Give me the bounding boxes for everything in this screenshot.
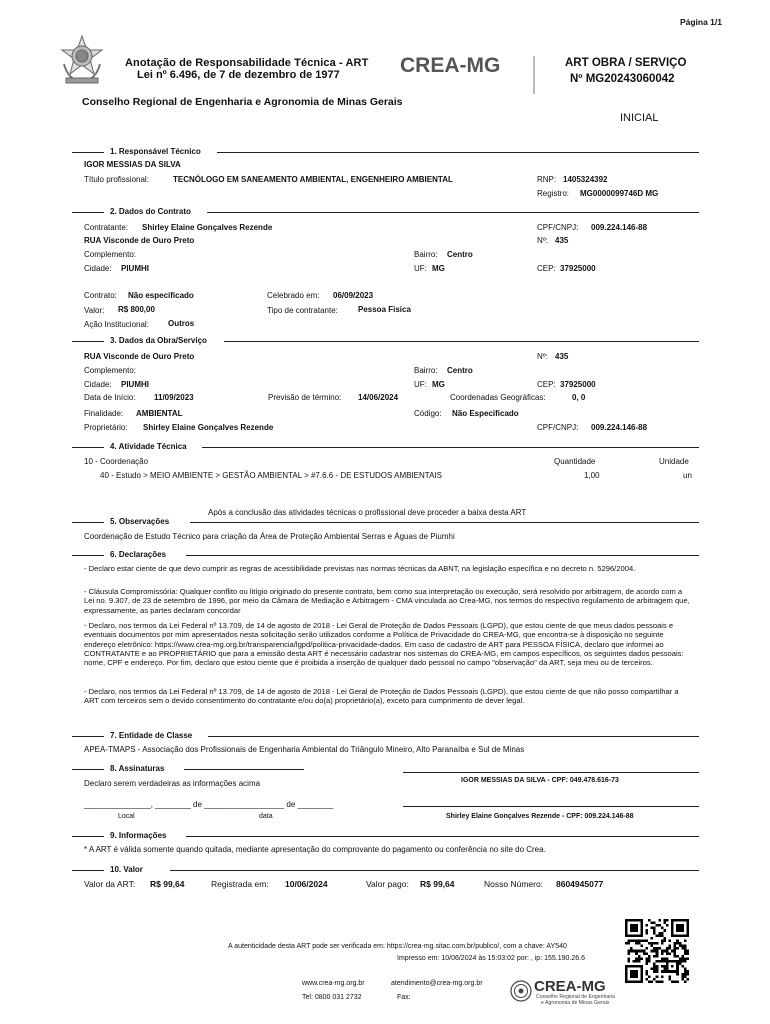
- obra-cidade-value: PIUMHI: [121, 380, 149, 389]
- codigo-label: Código:: [414, 409, 442, 418]
- art-title: Anotação de Responsabilidade Técnica - ART: [125, 57, 369, 69]
- obra-num-label: Nº:: [537, 352, 548, 361]
- codigo-value: Não Especificado: [452, 409, 519, 418]
- valor-art-label: Valor da ART:: [84, 879, 136, 889]
- fax-text: Fax:: [397, 994, 411, 1001]
- proprietario-value: Shirley Elaine Gonçalves Rezende: [143, 423, 274, 432]
- obra-cep-label: CEP:: [537, 380, 556, 389]
- section-7-header: [72, 731, 699, 741]
- section-title: 2. Dados do Contrato: [110, 207, 196, 216]
- valor-pago-value: R$ 99,64: [420, 879, 455, 889]
- contratante-value: Shirley Elaine Gonçalves Rezende: [142, 223, 273, 232]
- registrada-value: 10/06/2024: [285, 879, 328, 889]
- declaracao-clausula: - Cláusula Compromissória: Qualquer conflito ou litígio originado do presente contrato, bem como sua interpretação ou execução, será resolvido por arbitragem, de acordo com a Lei no. 9.307, de 23 de setembro de 1996, por meio da Câmara de Mediação e Arbitragem - CMA vinculada ao Crea-MG, nos termos do respectivo regulamento de arbitragem que, expressamente, as partes declaram concordar: [84, 587, 690, 615]
- obra-cpf-label: CPF/CNPJ:: [537, 423, 579, 432]
- printed-info: Impresso em: 10/06/2024 às 15:03:02 por: , ip: 155.190.26.6: [397, 955, 585, 962]
- uf-label: UF:: [414, 264, 427, 273]
- qr-code-icon: [625, 919, 689, 983]
- rnp-label: RNP:: [537, 175, 557, 184]
- section-10-header: [72, 865, 699, 875]
- date-line: _______________, ________ de __________________ de ________: [84, 800, 334, 809]
- law-reference: Lei nº 6.496, de 7 de dezembro de 1977: [137, 69, 340, 81]
- entidade-text: APEA-TMAPS - Associação dos Profissionais de Engenharia Ambiental do Triângulo Mineiro, Alto Paranaíba e Sul de Minas: [84, 745, 525, 754]
- num-label: Nº:: [537, 236, 548, 245]
- section-2-header: [72, 207, 699, 217]
- obra-complemento-label: Complemento:: [84, 366, 137, 375]
- declaracao-lgpd-1: - Declaro, nos termos da Lei Federal nº 13.709, de 14 de agosto de 2018 - Lei Geral de Proteção de Dados Pessoais (LGPD), que estou ciente de que meus dados pessoais e eventuais documentos por mim apresentados nesta solicitação serão utilizados conforme a Política de Privacidade do CREA-MG, que encontra-se à disposição no seguinte endereço eletrônico: https://www.crea-mg.org.br/transparencia/lgpd/politica-privacidade-dados. Em caso de cadastro de ART para PESSOA FÍSICA, declaro que informei ao CONTRATANTE e ao PROPRIETÁRIO que para a emissão desta ART é necessário cadastrar nos sistemas do CREA-MG, em campos específicos, os seguintes dados pessoais: nome, CPF e endereço. Por fim, declaro que estou ciente que é proibida a inserção de qualquer dado pessoal no campo "observação" da ART, seja meu ou de terceiros.: [84, 621, 684, 668]
- phone-text: Tel: 0800 031 2732: [302, 994, 362, 1001]
- signature-contratante: Shirley Elaine Gonçalves Rezende - CPF: 009.224.146-88: [446, 813, 634, 820]
- section-title: 10. Valor: [110, 865, 148, 874]
- cpf-value: 009.224.146-88: [591, 223, 648, 232]
- section-5-header: [72, 517, 699, 527]
- unit-header: Unidade: [659, 457, 689, 466]
- coordenadas-value: 0, 0: [572, 393, 586, 402]
- data-label: data: [259, 813, 273, 820]
- section-title: 6. Declarações: [110, 550, 171, 559]
- declaracao-acessibilidade: - Declaro estar ciente de que devo cumprir as regras de acessibilidade previstas nas normas técnicas da ABNT, na legislação específica e no decreto n. 5296/2004.: [84, 564, 636, 573]
- inicio-label: Data de Início:: [84, 393, 136, 402]
- activity-detail: 40 - Estudo > MEIO AMBIENTE > GESTÃO AMBIENTAL > #7.6.6 - DE ESTUDOS AMBIENTAIS: [100, 471, 442, 480]
- section-9-header: [72, 831, 699, 841]
- nosso-numero-value: 8604945077: [556, 879, 604, 889]
- footer-logo-text: CREA-MG: [534, 978, 606, 995]
- section-title: 8. Assinaturas: [110, 764, 169, 773]
- cpf-label: CPF/CNPJ:: [537, 223, 579, 232]
- section-8-header: [72, 764, 304, 774]
- signature-line-professional: [403, 772, 699, 773]
- obra-num-value: 435: [555, 352, 569, 361]
- obra-cep-value: 37925000: [560, 380, 596, 389]
- section-1-header: [72, 147, 699, 157]
- coordenadas-label: Coordenadas Geográficas:: [450, 393, 546, 402]
- acao-value: Outros: [168, 319, 195, 328]
- section-4-header: [72, 442, 699, 452]
- previsao-value: 14/06/2024: [358, 393, 399, 402]
- celebrado-label: Celebrado em:: [267, 291, 320, 300]
- site-link[interactable]: www.crea-mg.org.br: [302, 980, 365, 987]
- unit-value: un: [683, 471, 692, 480]
- signature-line-contratante: [403, 806, 699, 807]
- finalidade-value: AMBIENTAL: [136, 409, 183, 418]
- section-title: 5. Observações: [110, 517, 174, 526]
- brazil-coat-of-arms-icon: [58, 34, 106, 86]
- activity-name: 10 - Coordenação: [84, 457, 149, 466]
- num-value: 435: [555, 236, 569, 245]
- section-title: 4. Atividade Técnica: [110, 442, 192, 451]
- obra-bairro-label: Bairro:: [414, 366, 438, 375]
- valor-label: Valor:: [84, 306, 105, 315]
- bairro-value: Centro: [447, 250, 473, 259]
- inicio-value: 11/09/2023: [154, 393, 194, 402]
- authenticity-text: A autenticidade desta ART pode ser verificada em: https://crea-mg.sitac.com.br/publico/, com a chave: AY540: [228, 943, 567, 950]
- footer-logo-sub2: e Agronomia de Minas Gerais: [541, 1000, 610, 1006]
- declaro-text: Declaro serem verdadeiras as informações acima: [84, 779, 261, 788]
- nosso-numero-label: Nosso Número:: [484, 879, 544, 889]
- activity-note: Após a conclusão das atividades técnicas o profissional deve proceder a baixa desta ART: [208, 508, 527, 517]
- bairro-label: Bairro:: [414, 250, 438, 259]
- section-title: 1. Responsável Técnico: [110, 147, 206, 156]
- titulo-value: TECNÓLOGO EM SANEAMENTO AMBIENTAL, ENGENHEIRO AMBIENTAL: [173, 175, 453, 184]
- obra-uf-value: MG: [432, 380, 445, 389]
- registro-value: MG0000099746D MG: [580, 189, 659, 198]
- section-3-header: [72, 336, 699, 346]
- cidade-value: PIUMHI: [121, 264, 149, 273]
- celebrado-value: 06/09/2023: [333, 291, 374, 300]
- contrato-value: Não especificado: [128, 291, 194, 300]
- obra-cpf-value: 009.224.146-88: [591, 423, 648, 432]
- tipo-contratante-label: Tipo de contratante:: [267, 306, 338, 315]
- section-title: 7. Entidade de Classe: [110, 731, 197, 740]
- quantity-header: Quantidade: [554, 457, 596, 466]
- valor-art-value: R$ 99,64: [150, 879, 185, 889]
- crea-mg-brand: CREA-MG: [400, 54, 501, 77]
- cep-label: CEP:: [537, 264, 556, 273]
- header-divider: [533, 56, 535, 94]
- art-number: Nº MG20243060042: [570, 73, 675, 85]
- obra-uf-label: UF:: [414, 380, 427, 389]
- tipo-contratante-value: Pessoa Fisica: [358, 305, 411, 314]
- informacoes-text: * A ART é válida somente quando quitada, mediante apresentação do comprovante do pagamento ou conferência no site do Crea.: [84, 845, 546, 854]
- titulo-label: Título profissional:: [84, 175, 149, 184]
- obra-cidade-label: Cidade:: [84, 380, 112, 389]
- complemento-label: Complemento:: [84, 250, 137, 259]
- acao-label: Ação Institucional:: [84, 320, 149, 329]
- art-type: ART OBRA / SERVIÇO: [565, 57, 687, 69]
- section-title: 9. Informações: [110, 831, 171, 840]
- obra-bairro-value: Centro: [447, 366, 473, 375]
- professional-name: IGOR MESSIAS DA SILVA: [84, 160, 181, 169]
- street-value: RUA Visconde de Ouro Preto: [84, 236, 195, 245]
- obra-street: RUA Visconde de Ouro Preto: [84, 352, 195, 361]
- valor-pago-label: Valor pago:: [366, 879, 409, 889]
- crea-seal-icon: [510, 980, 532, 1002]
- council-name: Conselho Regional de Engenharia e Agronomia de Minas Gerais: [82, 96, 403, 108]
- email-link[interactable]: atendimento@crea-mg.org.br: [391, 980, 483, 987]
- footer-logo-sub1: Conselho Regional de Engenharia: [536, 994, 616, 1000]
- status-badge: INICIAL: [620, 112, 659, 124]
- finalidade-label: Finalidade:: [84, 409, 124, 418]
- signature-professional: IGOR MESSIAS DA SILVA - CPF: 049.478.616-73: [461, 777, 619, 784]
- contrato-label: Contrato:: [84, 291, 117, 300]
- cep-value: 37925000: [560, 264, 596, 273]
- declaracao-lgpd-2: - Declaro, nos termos da Lei Federal nº 13.709, de 14 de agosto de 2018 - Lei Geral de Proteção de Dados Pessoais (LGPD), que estou ciente de que não posso compartilhar a ART com terceiros sem o devido consentimento do contratante e/ou do(a) proprietário(a), exceto para cumprimento de dever legal.: [84, 687, 679, 706]
- page-number: Página 1/1: [679, 17, 722, 27]
- registro-label: Registro:: [537, 189, 570, 198]
- cidade-label: Cidade:: [84, 264, 112, 273]
- observacoes-text: Coordenação de Estudo Técnico para criação da Área de Proteção Ambiental Serras e Águas de Piumhi: [84, 532, 455, 541]
- valor-value: R$ 800,00: [118, 305, 155, 314]
- section-6-header: [72, 550, 699, 560]
- local-label: Local: [118, 813, 135, 820]
- proprietario-label: Proprietário:: [84, 423, 128, 432]
- registrada-label: Registrada em:: [211, 879, 269, 889]
- quantity-value: 1,00: [584, 471, 600, 480]
- contratante-label: Contratante:: [84, 223, 129, 232]
- previsao-label: Previsão de término:: [268, 393, 342, 402]
- section-title: 3. Dados da Obra/Serviço: [110, 336, 212, 345]
- uf-value: MG: [432, 264, 445, 273]
- rnp-value: 1405324392: [563, 175, 608, 184]
